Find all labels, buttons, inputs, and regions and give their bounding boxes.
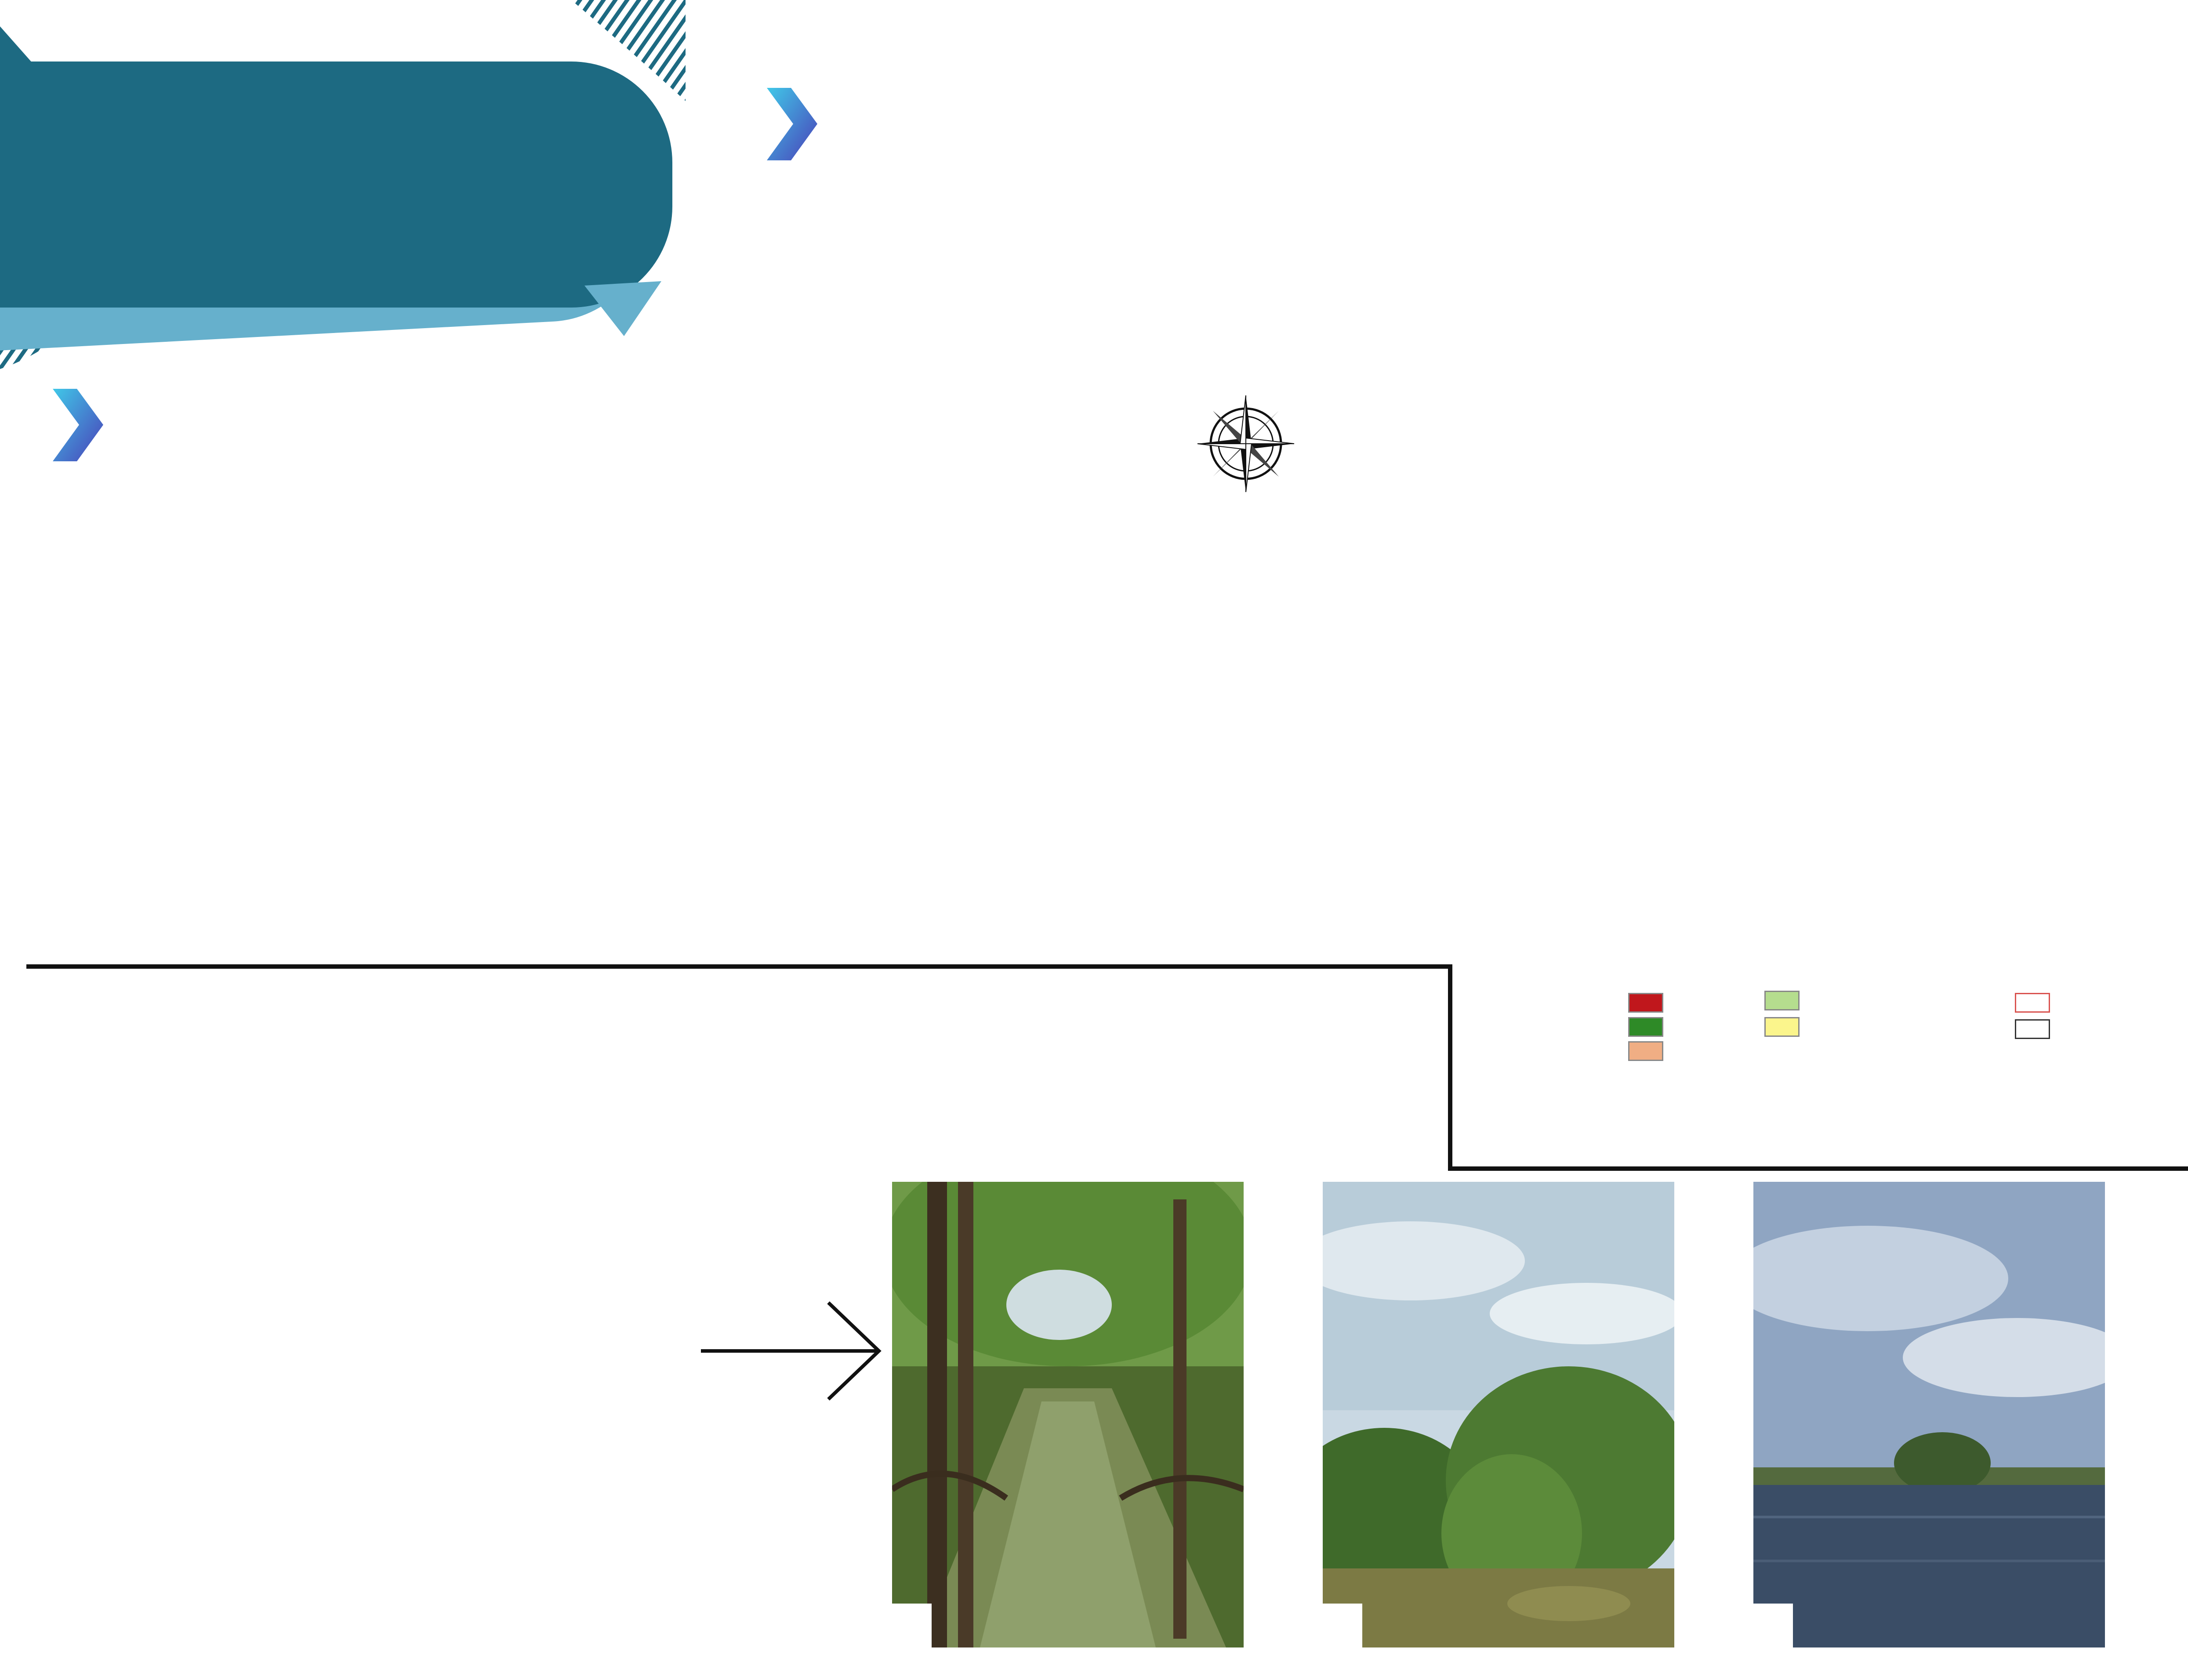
chart-legend	[31, 1608, 716, 1630]
chart-canvas	[18, 1125, 721, 1643]
chevron-icon	[767, 88, 820, 160]
photo-pond-center	[1753, 1182, 2105, 1647]
title-triangle-bottom-right	[584, 281, 664, 340]
phase-d-maps	[1466, 90, 2177, 1101]
legend-swatch-nonmangrove	[1764, 1017, 1800, 1037]
phase-c-maps	[758, 760, 1321, 918]
photo-label	[1753, 1604, 1793, 1647]
phase-a-maps	[758, 340, 1066, 507]
photo-alley	[1323, 1182, 1674, 1647]
chevron-icon	[53, 389, 105, 461]
legend-swatch-ponds	[1628, 1041, 1663, 1061]
arrow-right-icon	[701, 1300, 885, 1404]
title-banner	[0, 62, 672, 308]
formula-cmri	[44, 925, 119, 952]
divider-vertical	[1448, 964, 1452, 1171]
map-legend	[1628, 991, 2186, 1061]
legend-swatch-vacant	[1764, 991, 1800, 1010]
legend-swatch-seawater	[1628, 993, 1663, 1013]
photo-label	[892, 1604, 932, 1647]
legend-swatch-village	[2015, 1019, 2050, 1039]
photo-pond-edge	[892, 1182, 1244, 1647]
legend-swatch-mangrove	[1628, 1017, 1663, 1037]
legend-swatch-aoi	[2015, 993, 2050, 1013]
phase-b-maps	[758, 551, 1452, 710]
divider-horizontal-right	[1448, 1166, 2188, 1171]
formula-ndvi	[44, 835, 119, 862]
formula-ndwi	[44, 881, 119, 908]
compass-rose-icon	[1195, 393, 1296, 496]
photo-label	[1323, 1604, 1362, 1647]
land-cover-bar-chart	[18, 1125, 721, 1643]
divider-horizontal	[26, 964, 1450, 969]
title-triangle-top-left	[0, 26, 53, 90]
